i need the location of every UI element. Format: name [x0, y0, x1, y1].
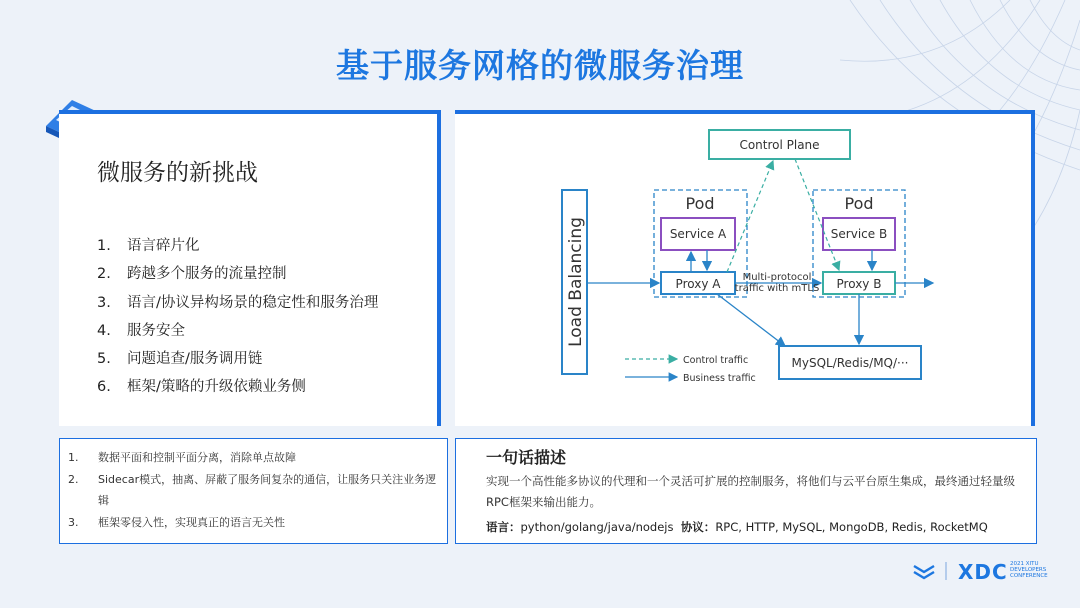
list-item: 2. Sidecar模式，抽离、屏蔽了服务间复杂的通信，让服务只关注业务逻辑	[68, 473, 437, 507]
control-to-proxy-b-arrow	[795, 159, 839, 270]
list-item: 6. 框架/策略的升级依赖业务侧	[97, 379, 306, 396]
legend-business-label: Business traffic	[683, 373, 756, 384]
pod-b-label: Pod	[844, 194, 874, 213]
list-item: 5. 问题追查/服务调用链	[97, 351, 263, 368]
service-a-label: Service A	[669, 227, 727, 241]
proxy-b-label: Proxy B	[836, 277, 882, 291]
protocols-label: 协议：	[680, 520, 716, 534]
proxy-a-to-datastore-arrow	[717, 294, 785, 346]
proxy-a-label: Proxy A	[675, 277, 721, 291]
service-b-label: Service B	[830, 227, 888, 241]
load-balancing-label: Load Balancing	[566, 217, 586, 347]
list-item: 4. 服务安全	[97, 322, 185, 339]
protocols-value: RPC, HTTP, MySQL, MongoDB, Redis, RocketMQ	[715, 520, 988, 534]
datastore-label: MySQL/Redis/MQ/···	[791, 356, 909, 370]
footer-subtitle: 2021 XITU DEVELOPERS CONFERENCE	[1010, 561, 1048, 580]
summary-description: 实现一个高性能多协议的代理和一个灵活可扩展的控制服务，将他们与云平台原生集成，最终通过轻量级RPC框架来输出能力。	[486, 474, 1015, 509]
list-item: 1. 语言碎片化	[97, 238, 200, 254]
features-panel	[59, 438, 448, 544]
slide-title: 基于服务网格的微服务治理	[336, 46, 744, 85]
summary-title: 一句话描述	[486, 448, 567, 467]
features-list	[68, 447, 438, 534]
languages-value: python/golang/java/nodejs	[520, 520, 674, 534]
proxy-a-to-control-arrow	[727, 161, 773, 272]
languages-label: 语言：	[486, 520, 521, 534]
control-plane-label: Control Plane	[739, 138, 820, 152]
pod-a-label: Pod	[685, 194, 715, 213]
summary-meta	[486, 519, 988, 535]
challenges-panel	[59, 110, 441, 426]
challenges-title: 微服务的新挑战	[97, 160, 258, 186]
list-item: 2. 跨越多个服务的流量控制	[97, 266, 287, 283]
list-item: 3. 框架零侵入性，实现真正的语言无关性	[68, 516, 285, 529]
xdc-logo-icon	[912, 558, 956, 584]
footer-brand: XDC	[958, 560, 1008, 584]
summary-panel	[455, 438, 1037, 544]
multi-protocol-label-line2: traffic with mTLS	[734, 283, 820, 294]
service-mesh-diagram	[455, 114, 1031, 426]
legend-control-label: Control traffic	[683, 355, 749, 366]
challenges-list	[97, 232, 378, 402]
multi-protocol-label-line1: Multi-protocol	[742, 272, 812, 283]
list-item: 1. 数据平面和控制平面分离，消除单点故障	[68, 451, 296, 464]
list-item: 3. 语言/协议异构场景的稳定性和服务治理	[97, 294, 379, 311]
architecture-panel	[455, 110, 1035, 426]
